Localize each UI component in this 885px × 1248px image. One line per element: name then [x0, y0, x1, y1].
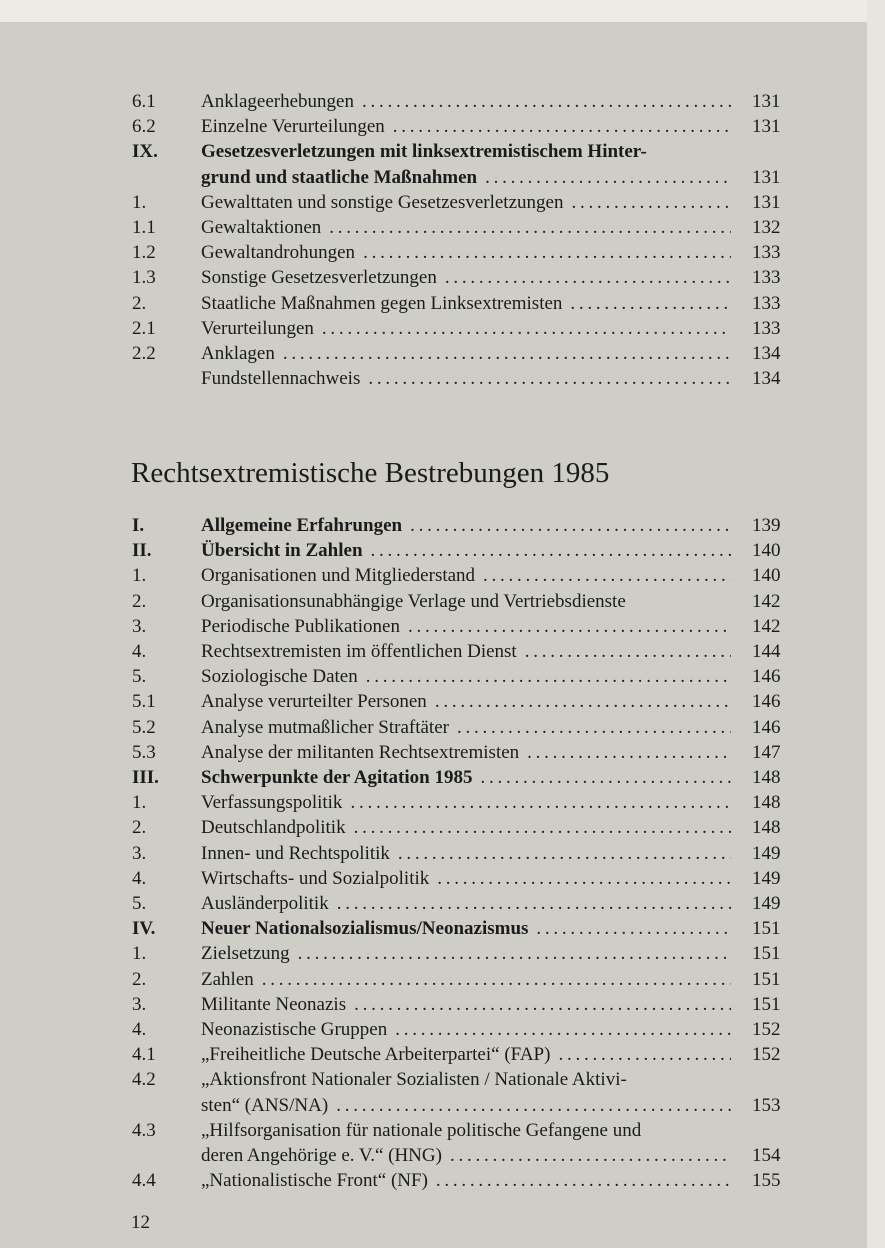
toc-page-number: 131 — [752, 116, 781, 138]
toc-label: Gewaltaktionen — [201, 217, 322, 238]
toc-page-number: 151 — [752, 968, 781, 990]
dot-leader — [322, 316, 731, 341]
dot-leader — [483, 563, 731, 588]
toc-entry — [201, 190, 731, 215]
toc-entry — [201, 215, 731, 240]
toc-label: Organisationsunabhängige Verlage und Vertriebsdienste — [201, 590, 626, 612]
toc-page-number: 148 — [752, 767, 781, 788]
toc-page-number: 146 — [752, 716, 781, 738]
dot-leader — [450, 1143, 731, 1168]
toc-entry — [201, 614, 731, 639]
toc-label: Schwerpunkte der Agitation 1985 — [201, 767, 473, 788]
toc-page-number: 142 — [752, 590, 781, 612]
toc-number: 4. — [132, 1019, 147, 1040]
page-number: 12 — [131, 1212, 150, 1233]
toc-row — [0, 114, 885, 139]
toc-number: 2. — [132, 968, 147, 990]
toc-row — [0, 841, 885, 866]
toc-row — [0, 790, 885, 815]
toc-page-number: 140 — [752, 565, 781, 587]
toc-row — [0, 765, 885, 790]
dot-leader — [371, 538, 731, 563]
toc-entry — [201, 941, 731, 966]
toc-page-number: 151 — [752, 993, 781, 1015]
toc-row — [0, 139, 885, 164]
dot-leader — [457, 715, 731, 740]
toc-page-number: 149 — [752, 842, 781, 864]
toc-number: 5.1 — [132, 691, 156, 713]
toc-label: Gewalttaten und sonstige Gesetzesverletzungen — [201, 191, 564, 213]
dot-leader — [363, 240, 731, 265]
toc-entry — [201, 291, 731, 316]
dot-leader — [398, 841, 731, 866]
toc-number: 4. — [132, 867, 147, 889]
toc-label: Militante Neonazis — [201, 993, 347, 1015]
toc-number: 1. — [132, 943, 147, 965]
toc-label: Sonstige Gesetzesverletzungen — [201, 267, 437, 289]
toc-number: 3. — [132, 842, 147, 864]
toc-row — [0, 291, 885, 316]
dot-leader — [571, 190, 731, 215]
toc-label: Deutschlandpolitik — [201, 817, 346, 839]
toc-page-number: 151 — [752, 918, 781, 940]
toc-entry — [201, 689, 731, 714]
toc-row — [0, 240, 885, 265]
toc-number: 6.1 — [132, 91, 156, 112]
toc-label: Analyse mutmaßlicher Straftäter — [201, 716, 449, 738]
section-heading: Rechtsextremistische Bestrebungen 1985 — [131, 457, 610, 489]
toc-number: II. — [132, 540, 152, 562]
toc-label: „Aktionsfront Nationaler Sozialisten / Nationale Aktivi- — [201, 1069, 627, 1091]
toc-number: 4.2 — [132, 1069, 156, 1091]
toc-page-number: 148 — [752, 792, 781, 814]
toc-entry — [201, 1017, 731, 1042]
toc-entry — [201, 1143, 731, 1168]
toc-row — [0, 614, 885, 639]
toc-entry — [201, 513, 731, 538]
toc-entry — [201, 1168, 731, 1193]
toc-entry — [201, 1093, 731, 1118]
toc-row — [0, 815, 885, 840]
dot-leader — [485, 165, 731, 190]
dot-leader — [570, 291, 731, 316]
toc-label-continuation: grund und staatliche Maßnahmen — [201, 166, 478, 188]
toc-row — [0, 89, 885, 114]
dot-leader — [354, 992, 731, 1017]
toc-entry — [201, 891, 731, 916]
toc-number: 2. — [132, 590, 147, 612]
toc-entry — [201, 992, 731, 1017]
toc-row — [0, 715, 885, 740]
toc-entry — [201, 815, 731, 840]
toc-page-number: 146 — [752, 666, 781, 688]
toc-page-number: 134 — [752, 368, 781, 390]
toc-label: Anklagen — [201, 343, 275, 364]
toc-label: Fundstellennachweis — [201, 368, 361, 390]
toc-row — [0, 941, 885, 966]
toc-entry — [201, 316, 731, 341]
toc-number: 4.1 — [132, 1044, 156, 1066]
toc-number: 4. — [132, 641, 147, 662]
toc-page-number: 154 — [752, 1145, 781, 1166]
dot-leader — [527, 740, 731, 765]
toc-row — [0, 689, 885, 714]
toc-number: 1.1 — [132, 217, 156, 238]
toc-row — [0, 992, 885, 1017]
toc-row — [0, 1042, 885, 1067]
toc-row — [0, 866, 885, 891]
toc-page-number: 131 — [752, 91, 781, 112]
toc-number: IV. — [132, 918, 156, 940]
toc-row — [0, 639, 885, 664]
toc-number: 3. — [132, 615, 147, 637]
toc-row — [0, 891, 885, 916]
toc-label: „Freiheitliche Deutsche Arbeiterpartei“ (FAP) — [201, 1044, 551, 1066]
dot-leader — [436, 1168, 731, 1193]
toc-entry — [201, 366, 731, 391]
toc-label: Zahlen — [201, 968, 254, 990]
toc-label-continuation: deren Angehörige e. V.“ (HNG) — [201, 1145, 442, 1166]
toc-page-number: 151 — [752, 943, 781, 965]
dot-leader — [395, 1017, 731, 1042]
dot-leader — [408, 614, 731, 639]
dot-leader — [350, 790, 731, 815]
toc-label: Rechtsextremisten im öffentlichen Dienst — [201, 641, 517, 662]
dot-leader — [480, 765, 731, 790]
toc-number: IX. — [132, 141, 158, 163]
scan-border-top — [0, 0, 885, 22]
toc-label: Periodische Publikationen — [201, 615, 400, 637]
toc-page-number: 133 — [752, 317, 781, 339]
toc-number: 2.1 — [132, 317, 156, 339]
dot-leader — [445, 265, 731, 290]
toc-page-number: 133 — [752, 267, 781, 289]
toc-number: 5.2 — [132, 716, 156, 738]
toc-row-continuation — [0, 165, 885, 190]
toc-page-number: 142 — [752, 615, 781, 637]
dot-leader — [329, 215, 731, 240]
toc-label: Gewaltandrohungen — [201, 242, 356, 264]
toc-number: 6.2 — [132, 116, 156, 138]
toc-number: III. — [132, 767, 159, 788]
toc-page-number: 155 — [752, 1170, 781, 1192]
toc-page-number: 140 — [752, 540, 781, 562]
toc-number: 1.2 — [132, 242, 156, 264]
toc-entry — [201, 89, 731, 114]
toc-page-number: 153 — [752, 1094, 781, 1116]
dot-leader — [262, 967, 731, 992]
toc-page-number: 146 — [752, 691, 781, 713]
toc-label: Neonazistische Gruppen — [201, 1019, 388, 1040]
toc-number: 2. — [132, 817, 147, 839]
toc-number: 4.4 — [132, 1170, 156, 1192]
toc-number: 1. — [132, 565, 147, 587]
toc-label: Allgemeine Erfahrungen — [201, 515, 403, 536]
toc-page-number: 132 — [752, 217, 781, 238]
toc-label: Analyse der militanten Rechtsextremisten — [201, 741, 520, 763]
toc-entry — [201, 1042, 731, 1067]
toc-page-number: 131 — [752, 191, 781, 213]
toc-label: Zielsetzung — [201, 943, 290, 965]
toc-row — [0, 589, 885, 614]
dot-leader — [298, 941, 731, 966]
toc-row-continuation — [0, 1093, 885, 1118]
toc-row — [0, 563, 885, 588]
toc-number: 5. — [132, 666, 147, 688]
toc-number: 1. — [132, 792, 147, 814]
toc-row — [0, 740, 885, 765]
toc-label: Ausländerpolitik — [201, 893, 329, 914]
toc-number: 2. — [132, 292, 147, 314]
toc-row — [0, 967, 885, 992]
toc-label: Organisationen und Mitgliederstand — [201, 565, 476, 587]
toc-label: Verfassungspolitik — [201, 792, 343, 814]
toc-page-number: 144 — [752, 641, 781, 662]
toc-label-continuation: sten“ (ANS/NA) — [201, 1094, 329, 1116]
toc-entry — [201, 341, 731, 366]
toc-number: 4.3 — [132, 1119, 156, 1141]
toc-page-number: 133 — [752, 292, 781, 314]
toc-number: 1.3 — [132, 267, 156, 289]
toc-entry — [201, 240, 731, 265]
toc-entry — [201, 740, 731, 765]
toc-label: Soziologische Daten — [201, 666, 358, 688]
dot-leader — [368, 366, 731, 391]
toc-label: Neuer Nationalsozialismus/Neonazismus — [201, 918, 529, 940]
dot-leader — [525, 639, 731, 664]
toc-label: Staatliche Maßnahmen gegen Linksextremisten — [201, 292, 563, 314]
toc-label: Einzelne Verurteilungen — [201, 116, 385, 138]
toc-page-number: 152 — [752, 1044, 781, 1066]
toc-row — [0, 1067, 885, 1092]
dot-leader — [393, 114, 731, 139]
toc-entry — [201, 538, 731, 563]
toc-entry — [201, 967, 731, 992]
toc-row — [0, 664, 885, 689]
toc-page-number: 147 — [752, 741, 781, 763]
toc-page-number: 152 — [752, 1019, 781, 1040]
toc-entry — [201, 664, 731, 689]
toc-label: Analyse verurteilter Personen — [201, 691, 427, 713]
toc-row — [0, 513, 885, 538]
toc-entry — [201, 265, 731, 290]
toc-number: I. — [132, 515, 145, 536]
toc-entry — [201, 639, 731, 664]
toc-row — [0, 1168, 885, 1193]
dot-leader — [366, 664, 731, 689]
toc-page-number: 134 — [752, 343, 781, 364]
dot-leader — [362, 89, 731, 114]
toc-row — [0, 538, 885, 563]
toc-page-number: 149 — [752, 867, 781, 889]
toc-row — [0, 190, 885, 215]
toc-number: 2.2 — [132, 343, 156, 364]
toc-entry — [201, 866, 731, 891]
toc-label: Innen- und Rechtspolitik — [201, 842, 390, 864]
toc-label: Übersicht in Zahlen — [201, 540, 363, 562]
toc-page-number: 133 — [752, 242, 781, 264]
toc-page-number: 131 — [752, 166, 781, 188]
dot-leader — [337, 891, 731, 916]
toc-entry — [201, 916, 731, 941]
dot-leader — [435, 689, 731, 714]
toc-row-continuation — [0, 1143, 885, 1168]
dot-leader — [354, 815, 731, 840]
toc-entry — [201, 715, 731, 740]
dot-leader — [410, 513, 731, 538]
toc-entry — [201, 165, 731, 190]
toc-row — [0, 366, 885, 391]
toc-number: 5. — [132, 893, 147, 914]
dot-leader — [283, 341, 731, 366]
toc-entry — [201, 765, 731, 790]
toc-row — [0, 215, 885, 240]
toc-page-number: 148 — [752, 817, 781, 839]
toc-number: 1. — [132, 191, 147, 213]
toc-number: 5.3 — [132, 741, 156, 763]
toc-label: „Nationalistische Front“ (NF) — [201, 1170, 428, 1192]
toc-page-number: 139 — [752, 515, 781, 536]
toc-row — [0, 265, 885, 290]
toc-label: Gesetzesverletzungen mit linksextremistischem Hinter- — [201, 141, 647, 163]
toc-label: „Hilfsorganisation für nationale politische Gefangene und — [201, 1119, 642, 1141]
toc-label: Anklageerhebungen — [201, 91, 354, 112]
dot-leader — [336, 1093, 731, 1118]
toc-row — [0, 341, 885, 366]
toc-label: Verurteilungen — [201, 317, 314, 339]
toc-page-number: 149 — [752, 893, 781, 914]
toc-row — [0, 316, 885, 341]
dot-leader — [536, 916, 731, 941]
toc-row — [0, 916, 885, 941]
dot-leader — [558, 1042, 731, 1067]
dot-leader — [437, 866, 731, 891]
toc-entry — [201, 841, 731, 866]
toc-row — [0, 1118, 885, 1143]
toc-entry — [201, 563, 731, 588]
toc-label: Wirtschafts- und Sozialpolitik — [201, 867, 430, 889]
toc-number: 3. — [132, 993, 147, 1015]
toc-row — [0, 1017, 885, 1042]
toc-entry — [201, 790, 731, 815]
toc-entry — [201, 114, 731, 139]
